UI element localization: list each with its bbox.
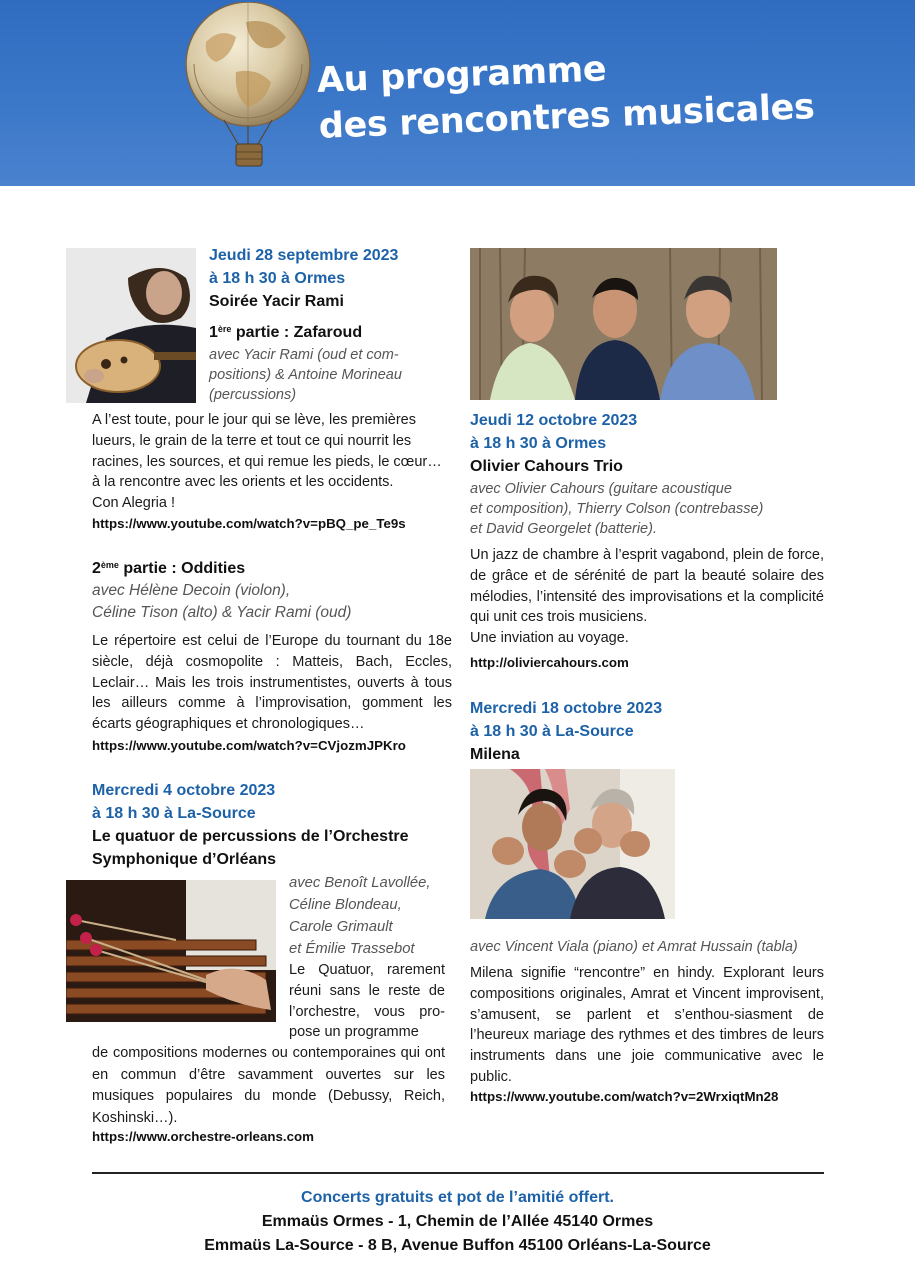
milena-duo-photo [470,769,675,919]
event2-description-side: Le Quatuor, rarement réuni sans le reste de l’orchestre, vous pro-pose un programme [289,962,445,1041]
event3-description-last: Une inviation au voyage. [470,630,629,647]
olivier-cahours-trio-photo [470,248,777,400]
event1-part2-credits [92,580,452,624]
event4-description: Milena signifie “rencontre” en hindy. Explorant leurs compositions originales, Amrat et Vincent improvisent, s’amusent, se parlent et s’enthou-siasment de l’heureux mariage des rythmes et des timbres de leurs instruments dans une joie communicative avec le public. [470,965,824,1085]
event1-part2-link[interactable]: https://www.youtube.com/watch?v=CVjozmJPKro [92,738,406,753]
desc-line: lueurs, le grain de la terre et tout ce qui nourrit les [92,432,412,449]
header-banner [0,0,915,186]
event2-date: Mercredi 4 octobre 2023 [92,782,276,799]
event3-credits [470,479,830,539]
part1-sup: ère [217,324,232,334]
event1-title: Soirée Yacir Rami [209,293,344,310]
event4-time-place: à 18 h 30 à La-Source [470,723,634,740]
event3-description-main: Un jazz de chambre à l’esprit vagabond, plein de force, de grâce et de sérénité de part la beauté solaire des mélodies, l’intensité des improvisations et la complicité qui unit ces trois musiciens. [470,547,824,626]
event1-part2-title [92,557,452,580]
event1-part1-description [92,410,452,514]
event2-time-place: à 18 h 30 à La-Source [92,805,256,822]
event4-credits: avec Vincent Viala (piano) et Amrat Hussain (tabla) [470,939,798,955]
event2-title-line: Le quatuor de percussions de l’Orchestre [92,828,409,845]
desc-line: racines, les sources, et qui remue les pieds, le cœur… [92,453,442,470]
part1-number: 1 [209,324,218,341]
event3-credits-line: et composition), Thierry Colson (contrebasse) [470,501,764,517]
footer-address-ormes: Emmaüs Ormes - 1, Chemin de l’Allée 45140 Ormes [261,1213,654,1230]
footer-address-la-source: Emmaüs La-Source - 8 B, Avenue Buffon 45100 Orléans-La-Source [204,1237,711,1254]
hot-air-balloon-globe-illustration [176,2,326,174]
page-title-line2: des rencontres musicales [317,87,816,147]
event1-time-place: à 18 h 30 à Ormes [209,270,346,287]
part2-credits-line: Céline Tison (alto) & Yacir Rami (oud) [92,604,352,621]
event1-part1-title [209,321,449,344]
event4-link[interactable]: https://www.youtube.com/watch?v=2WrxiqtMn28 [470,1089,779,1104]
event3-description [470,545,824,649]
part2-title-rest: partie : Oddities [118,560,246,577]
trio-illustration [470,248,777,400]
event3-heading [470,409,830,539]
event1-part1-link[interactable]: https://www.youtube.com/watch?v=pBQ_pe_Te9s [92,516,406,531]
event3-date: Jeudi 12 octobre 2023 [470,412,638,429]
desc-line: Con Alegria ! [92,495,176,512]
part2-number: 2 [92,560,101,577]
yacir-rami-photo [66,248,196,403]
part1-credits-line: positions) & Antoine Morineau [209,367,402,383]
event4-title: Milena [470,746,520,763]
part2-sup: ème [100,560,119,570]
event4-heading [470,697,824,766]
event2-credits-line: Carole Grimault [289,919,393,935]
event3-credits-line: et David Georgelet (batterie). [470,521,657,537]
part1-credits-line: (percussions) [209,387,297,403]
desc-line: A l’est toute, pour le jour qui se lève, les premières [92,412,416,428]
event2-title-line: Symphonique d’Orléans [92,851,277,868]
event1-part2 [92,557,452,735]
event2-credits-line: et Émilie Trassebot [289,941,415,957]
part2-credits-line: avec Hélène Decoin (violon), [92,582,291,599]
footer-free-concerts: Concerts gratuits et pot de l’amitié offert. [301,1189,614,1206]
page-title-line1: Au programme [316,49,608,101]
event3-credits-line: avec Olivier Cahours (guitare acoustique [470,481,732,497]
event1-date: Jeudi 28 septembre 2023 [209,247,399,264]
event4-date: Mercredi 18 octobre 2023 [470,700,663,717]
event3-link[interactable]: http://oliviercahours.com [470,655,629,670]
event2-credits [289,872,459,960]
event3-time-place: à 18 h 30 à Ormes [470,435,607,452]
event3-title: Olivier Cahours Trio [470,458,623,475]
footer [0,1186,915,1258]
duo-illustration [470,769,675,919]
event1-part1-credits [209,345,449,405]
marimba-illustration [66,880,276,1022]
page-title [316,37,839,150]
oud-player-illustration [66,248,196,403]
event2-description: de compositions modernes ou contemporaines qui ont en commun d’être savamment ouvertes sur les musiques populaires du monde (Debussy, Reich, Koshinski…). [92,1045,445,1126]
event1-part2-description: Le répertoire est celui de l’Europe du tournant du 18e siècle, déjà cosmopolite : Matteis, Bach, Eccles, Leclair… Mais les trois instrumentistes, ouverts à tous les ailleurs comme à l’improvisation, gomment les écarts géographiques et chronologiques… [92,633,452,733]
event2-credits-line: avec Benoît Lavollée, [289,875,431,891]
event2-heading [92,779,452,871]
event1-heading [209,244,449,405]
percussion-quartet-photo [66,880,276,1022]
part1-title-rest: partie : Zafaroud [231,324,363,341]
event2-link[interactable]: https://www.orchestre-orleans.com [92,1129,314,1144]
desc-line: à la rencontre avec les orients et les occidents. [92,474,394,491]
footer-divider [92,1172,824,1174]
part1-credits-line: avec Yacir Rami (oud et com- [209,347,399,363]
event2-credits-line: Céline Blondeau, [289,897,402,913]
